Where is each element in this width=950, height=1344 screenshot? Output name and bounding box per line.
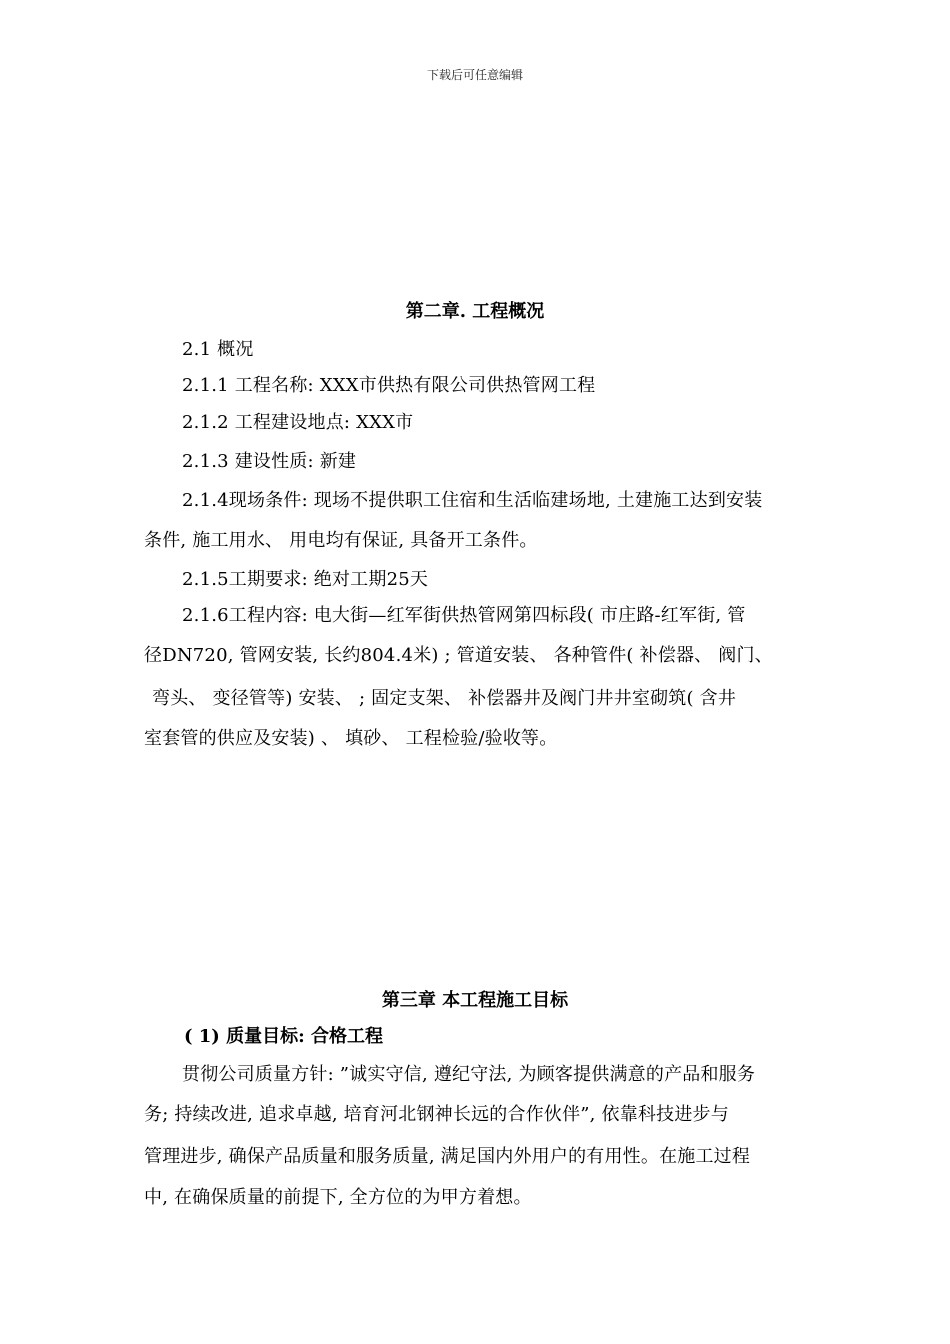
quality-para-line-3: 管理进步, 确保产品质量和服务质量, 满足国内外用户的有用性。在施工过程	[144, 1146, 751, 1167]
section-2-1-6-line-4: 室套管的供应及安装) 、 填砂、 工程检验/验收等。	[144, 728, 558, 749]
section-2-1-4-line-1: 2.1.4现场条件: 现场不提供职工住宿和生活临建场地, 土建施工达到安装	[182, 490, 763, 511]
section-2-1-6-line-3: 弯头、 变径管等) 安装、 ; 固定支架、 补偿器井及阀门井井室砌筑( 含井	[152, 688, 737, 709]
section-2-1-2: 2.1.2 工程建设地点: XXX市	[182, 412, 414, 433]
section-2-1-5: 2.1.5工期要求: 绝对工期25天	[182, 569, 429, 590]
chapter-2-title: 第二章. 工程概况	[405, 301, 545, 322]
section-2-1-3: 2.1.3 建设性质: 新建	[182, 451, 357, 472]
section-2-1: 2.1 概况	[182, 339, 254, 360]
section-2-1-6-line-2: 径DN720, 管网安装, 长约804.4米) ; 管道安装、 各种管件( 补偿器、 阀门、	[144, 645, 773, 666]
chapter-3-title: 第三章 本工程施工目标	[381, 990, 569, 1011]
quality-para-line-2: 务; 持续改进, 追求卓越, 培育河北钢神长远的合作伙伴”, 依靠科技进步与	[144, 1104, 729, 1125]
section-2-1-1: 2.1.1 工程名称: XXX市供热有限公司供热管网工程	[182, 375, 596, 396]
section-2-1-6-line-1: 2.1.6工程内容: 电大街—红军街供热管网第四标段( 市庄路-红军街, 管	[182, 605, 746, 626]
header-note: 下载后可任意编辑	[426, 68, 523, 82]
quality-para-line-4: 中, 在确保质量的前提下, 全方位的为甲方着想。	[144, 1187, 532, 1208]
quality-para-line-1: 贯彻公司质量方针: ”诚实守信, 遵纪守法, 为顾客提供满意的产品和服务	[182, 1064, 756, 1085]
section-2-1-4-line-2: 条件, 施工用水、 用电均有保证, 具备开工条件。	[144, 530, 538, 551]
quality-goal-heading: ( 1) 质量目标: 合格工程	[184, 1026, 384, 1047]
